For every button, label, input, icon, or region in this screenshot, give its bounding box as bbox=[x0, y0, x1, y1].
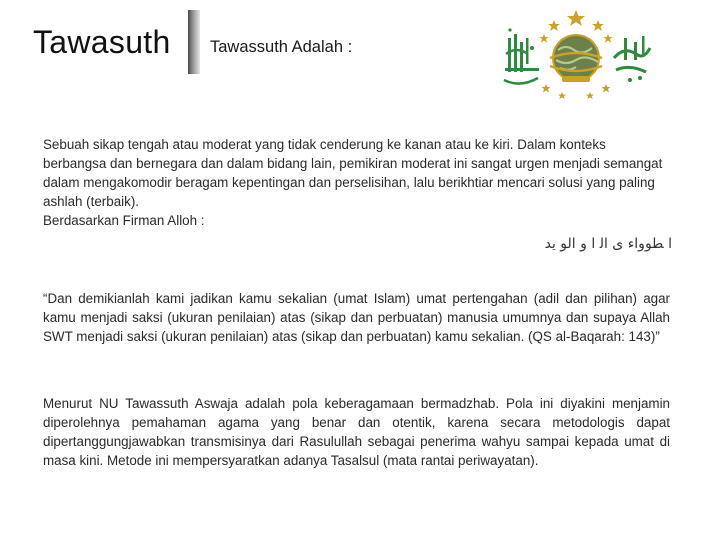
globe-emblem bbox=[550, 35, 602, 82]
firman-label: Berdasarkan Firman Alloh : bbox=[43, 213, 205, 228]
intro-section bbox=[43, 135, 670, 230]
title-divider bbox=[188, 10, 200, 74]
slide-title: Tawasuth bbox=[33, 24, 171, 60]
slide-subtitle: Tawassuth Adalah : bbox=[210, 38, 353, 56]
translation-paragraph: “Dan demikianlah kami jadikan kamu sekalian (umat Islam) umat pertengahan (adil dan pilihan) agar kamu menjadi saksi (ukuran penilaian) atas (sikap dan perbuatan) manusia umumnya dan supaya Allah SWT menjadi saksi (ukuran penilaian) atas (sikap dan perbuatan) kamu sekalian. (QS al-Baqarah: 143)” bbox=[43, 291, 670, 344]
definition-paragraph: Sebuah sikap tengah atau moderat yang tidak cenderung ke kanan atau ke kiri. Dalam konteks berbangsa dan bernegara dan dalam bidang lain, pemikiran moderat ini sangat urgen menjadi semangat dalam mengakomodir beragam kepentingan dan perselisihan, lalu berikhtiar mencari solusi yang paling ashlah (terbaik). bbox=[43, 137, 663, 209]
nu-explanation-paragraph: Menurut NU Tawassuth Aswaja adalah pola keberagamaan bermadzhab. Pola ini diyakini menjamin diperolehnya pemahaman agama yang benar dan otentik, karena secara metodologis dapat dipertanggungjawabkan transmisinya dari Rasulullah sebagai penerima wahyu sampai kepada umat di masa kini. Metode ini mempersyaratkan adanya Tasalsul (mata rantai periwayatan). bbox=[43, 396, 670, 468]
arabic-verse: ا ﻄﻮﻭﺍﺀ ﻯ ﺍﻟ ﺍ ﻭ ﺍﻟﻮ ﻳﺪ bbox=[544, 236, 672, 252]
nahdlatul-ulama-logo bbox=[500, 8, 652, 100]
calligraphy-right bbox=[614, 36, 650, 82]
calligraphy-left bbox=[504, 28, 539, 83]
